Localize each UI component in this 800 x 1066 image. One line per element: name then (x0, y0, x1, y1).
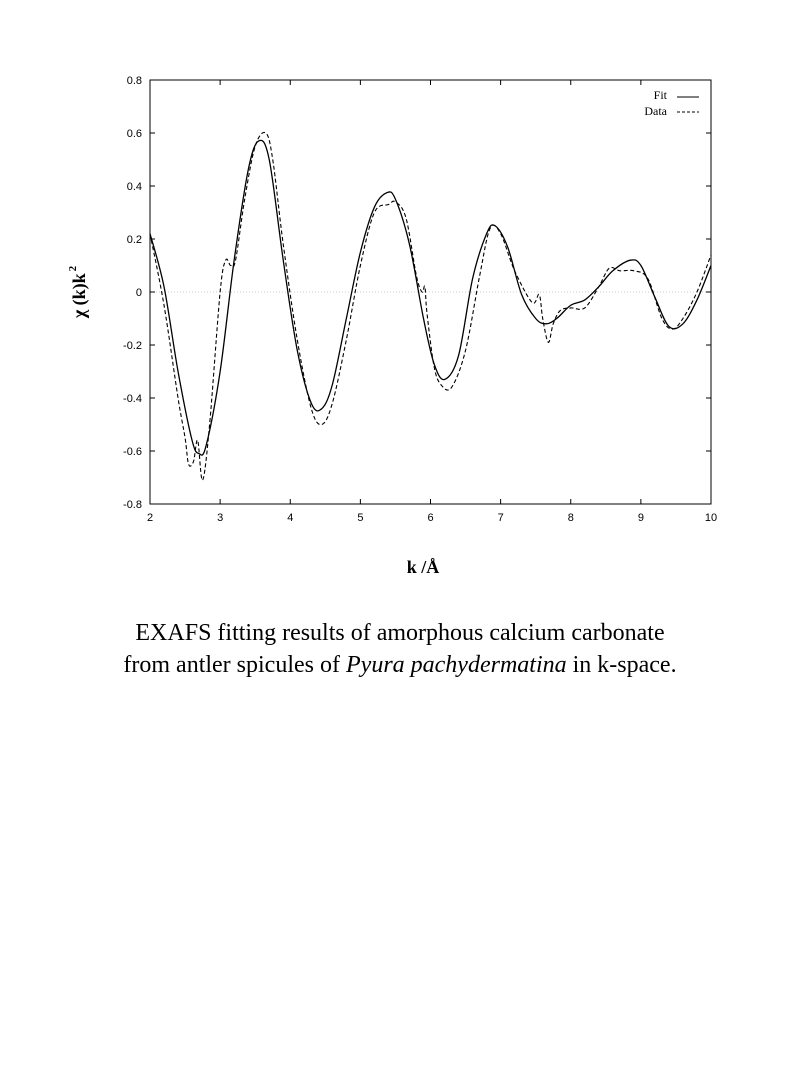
series-group (150, 132, 711, 480)
y-axis-title-superscript: 2 (67, 265, 79, 272)
legend-data-label: Data (644, 104, 667, 118)
caption-line2-suffix: in k-space. (572, 652, 677, 678)
y-axis-title: χ $(k)k^2$ (67, 265, 89, 319)
legend-fit-label: Fit (653, 88, 667, 102)
x-tick-label: 10 (704, 512, 718, 524)
y-tick-label: 0 (135, 287, 142, 299)
series-line-data (150, 132, 711, 480)
y-tick-label: -0.2 (123, 340, 142, 352)
x-tick-label: 4 (287, 512, 294, 524)
y-tick-label: 0.4 (126, 181, 142, 193)
y-tick-label: -0.4 (123, 393, 142, 405)
x-tick-label: 5 (357, 512, 364, 524)
x-tick-label: 9 (637, 512, 644, 524)
y-tick-label: -0.8 (123, 499, 142, 511)
y-tick-label: 0.8 (126, 75, 142, 87)
x-tick-label: 7 (497, 512, 504, 524)
figure-caption-line2 (0, 650, 800, 680)
caption-species-name: Pyura pachydermatina (346, 652, 567, 678)
legend (644, 88, 699, 118)
x-tick-label: 8 (567, 512, 574, 524)
x-tick-label: 2 (146, 512, 154, 524)
y-tick-label: 0.6 (126, 128, 142, 140)
y-tick-label: 0.2 (126, 234, 142, 246)
figure-caption-line1: EXAFS fitting results of amorphous calcium carbonate (135, 620, 665, 646)
x-tick-label: 6 (427, 512, 434, 524)
y-tick-label: -0.6 (123, 446, 142, 458)
x-tick-label: 3 (217, 512, 224, 524)
caption-line2-prefix: from antler spicules of (123, 652, 340, 678)
x-axis-title: k /Å (406, 557, 440, 577)
series-line-fit (150, 140, 711, 455)
